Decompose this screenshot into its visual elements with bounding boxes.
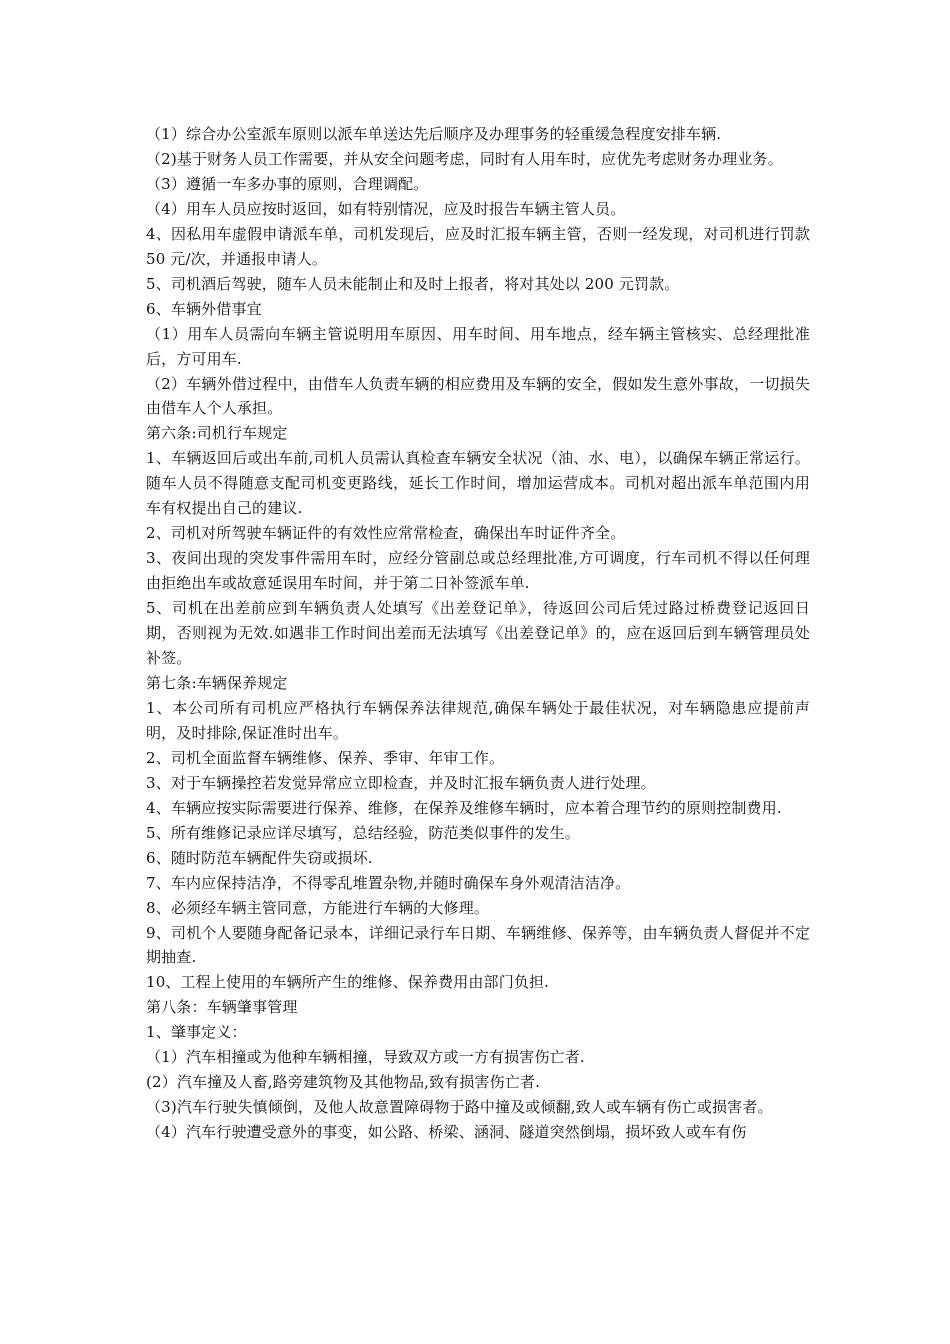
- article-heading: 第八条：车辆肇事管理: [146, 998, 298, 1017]
- document-body: [146, 122, 810, 1145]
- paragraph: 3、夜间出现的突发事件需用车时，应经分管副总或总经理批准,方可调度，行车司机不得以任何理由拒绝出车或故意延误用车时间，并于第二日补签派车单.: [146, 549, 810, 593]
- paragraph: 10、工程上使用的车辆所产生的维修、保养费用由部门负担.: [146, 973, 550, 992]
- paragraph: 7、车内应保持洁净，不得零乱堆置杂物,并随时确保车身外观清洁洁净。: [146, 873, 631, 892]
- paragraph: 5、所有维修记录应详尽填写，总结经验，防范类似事件的发生。: [146, 823, 580, 842]
- paragraph: （2）车辆外借过程中，由借车人负责车辆的相应费用及车辆的安全，假如发生意外事故，一切损失由借车人个人承担。: [146, 374, 810, 418]
- paragraph: （4）汽车行驶遭受意外的事变，如公路、桥梁、涵洞、隧道突然倒塌，损坏致人或车有伤: [146, 1123, 747, 1142]
- paragraph: 9、司机个人要随身配备记录本，详细记录行车日期、车辆维修、保养等，由车辆负责人督促并不定期抽查.: [146, 923, 810, 967]
- paragraph: （3）遵循一车多办事的原则，合理调配。: [146, 174, 429, 193]
- paragraph: （1）汽车相撞或为他种车辆相撞，导致双方或一方有损害伤亡者.: [146, 1048, 585, 1067]
- paragraph: 2、司机对所驾驶车辆证件的有效性应常常检查，确保出车时证件齐全。: [146, 524, 626, 543]
- section-heading: 6、车辆外借事宜: [146, 299, 262, 318]
- paragraph: 4、因私用车虚假申请派车单，司机发现后，应及时汇报车辆主管，否则一经发现，对司机进行罚款 50 元/次，并通报申请人。: [146, 224, 810, 268]
- paragraph: 3、对于车辆操控若发觉异常应立即检查，并及时汇报车辆负责人进行处理。: [146, 773, 656, 792]
- paragraph: 2、司机全面监督车辆维修、保养、季审、年审工作。: [146, 748, 505, 767]
- paragraph: 1、车辆返回后或出车前,司机人员需认真检查车辆安全状况（油、水、电），以确保车辆正常运行。随车人员不得随意支配司机变更路线，延长工作时间，增加运营成本。司机对超出派车单范围内用车有权提出自己的建议.: [146, 449, 810, 518]
- article-heading: 第六条:司机行车规定: [146, 424, 288, 443]
- paragraph: (2）汽车撞及人畜,路旁建筑物及其他物品,致有损害伤亡者.: [146, 1073, 541, 1092]
- paragraph: 4、车辆应按实际需要进行保养、维修，在保养及维修车辆时，应本着合理节约的原则控制费用.: [146, 798, 782, 817]
- paragraph: （4）用车人员应按时返回，如有特别情况，应及时报告车辆主管人员。: [146, 199, 626, 218]
- paragraph: （1）用车人员需向车辆主管说明用车原因、用车时间、用车地点，经车辆主管核实、总经理批准后，方可用车.: [146, 324, 810, 368]
- paragraph: 5、司机酒后驾驶，随车人员未能制止和及时上报者，将对其处以 200 元罚款。: [146, 274, 680, 293]
- paragraph: 1、肇事定义：: [146, 1023, 247, 1042]
- paragraph: 1、本公司所有司机应严格执行车辆保养法律规范,确保车辆处于最佳状况，对车辆隐患应提前声明，及时排除,保证准时出车。: [146, 698, 810, 742]
- paragraph: 8、必须经车辆主管同意，方能进行车辆的大修理。: [146, 898, 489, 917]
- paragraph: （2)基于财务人员工作需要，并从安全问题考虑，同时有人用车时，应优先考虑财务办理业务。: [146, 149, 783, 168]
- paragraph: （1）综合办公室派车原则以派车单送达先后顺序及办理事务的轻重缓急程度安排车辆.: [146, 125, 722, 143]
- paragraph: 6、随时防范车辆配件失窃或损坏.: [146, 848, 373, 867]
- paragraph: 5、司机在出差前应到车辆负责人处填写《出差登记单》，待返回公司后凭过路过桥费登记返回日期，否则视为无效.如遇非工作时间出差而无法填写《出差登记单》的，应在返回后到车辆管理员处补签。: [146, 599, 810, 668]
- paragraph: （3)汽车行驶失慎倾倒，及他人故意置障碍物于路中撞及或倾翻,致人或车辆有伤亡或损害者。: [146, 1098, 773, 1117]
- article-heading: 第七条:车辆保养规定: [146, 673, 288, 692]
